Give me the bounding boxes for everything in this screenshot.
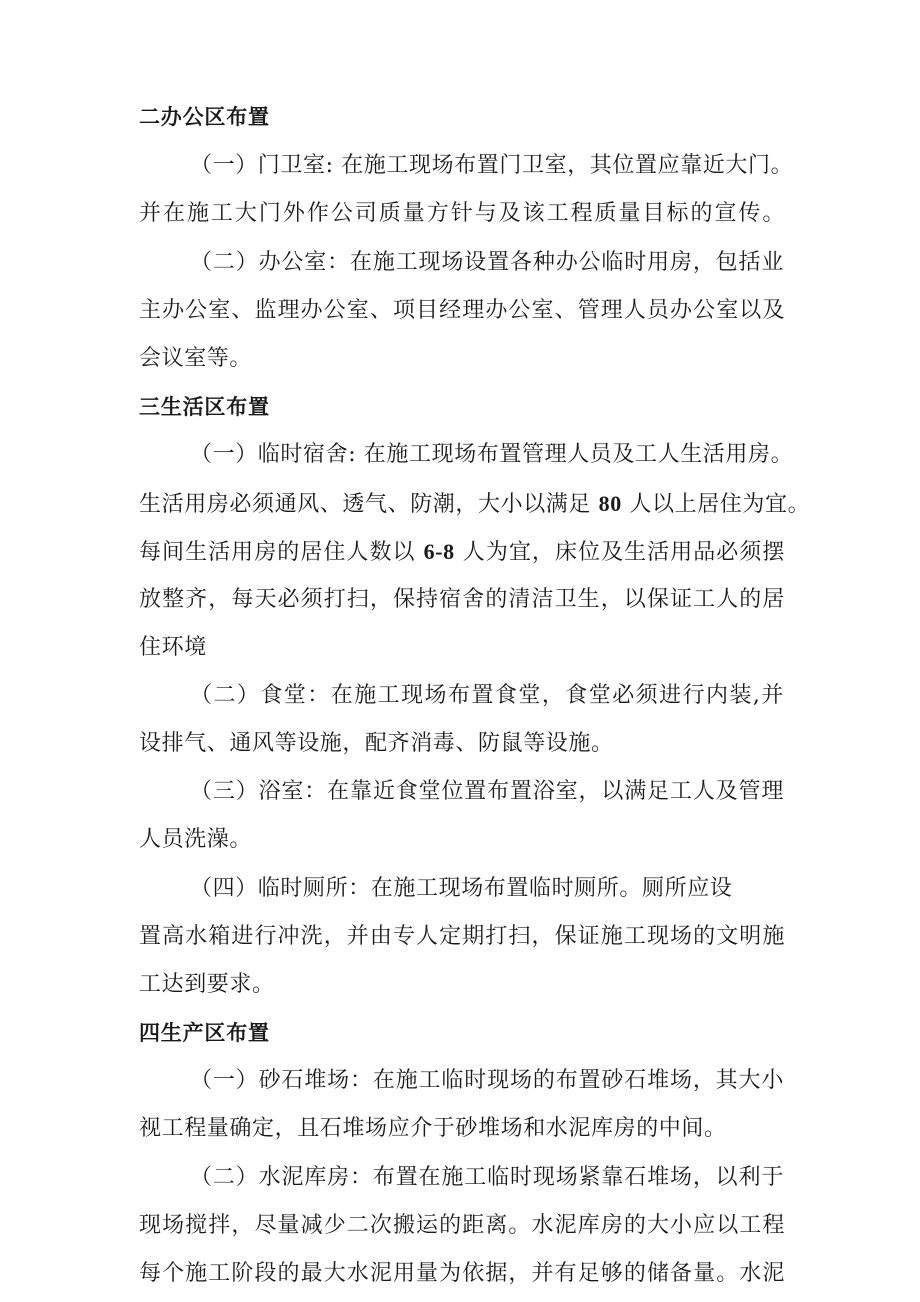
paragraph-line: 住环境	[139, 635, 207, 660]
paragraph-line: （二）水泥库房：布置在施工临时现场紧靠石堆场，以利于	[190, 1165, 784, 1190]
paragraph-line: （一）砂石堆场：在施工临时现场的布置砂石堆场，其大小	[190, 1068, 784, 1093]
paragraph-line: （二）办公室：在施工现场设置各种办公临时用房，包括业	[190, 250, 784, 275]
paragraph-line-with-number	[139, 489, 811, 520]
section-heading-production: 四生产区布置	[139, 1021, 270, 1045]
paragraph-line: 并在施工大门外作公司质量方针与及该工程质量目标的宣传。	[139, 201, 785, 226]
occupancy-number: 80	[598, 491, 622, 516]
paragraph-line: 工达到要求。	[139, 972, 275, 997]
section-heading-living: 三生活区布置	[139, 395, 270, 419]
paragraph-line: 会议室等。	[139, 346, 253, 371]
paragraph-line: 现场搅拌，尽量减少二次搬运的距离。水泥库房的大小应以工程	[139, 1213, 785, 1238]
paragraph-line: （四）临时厕所：在施工现场布置临时厕所。厕所应设	[190, 876, 733, 901]
paragraph-line: 主办公室、监理办公室、项目经理办公室、管理人员办公室以及	[139, 298, 785, 323]
paragraph-line: （一）门卫室: 在施工现场布置门卫室，其位置应靠近大门。	[190, 153, 794, 178]
paragraph-line-with-number	[139, 537, 785, 568]
line-text: 人以上居住为宜。	[621, 492, 811, 517]
section-heading-office: 二办公区布置	[139, 105, 270, 129]
paragraph-line: （三）浴室：在靠近食堂位置布置浴室，以满足工人及管理	[190, 779, 784, 804]
paragraph-line: （二）食堂：在施工现场布置食堂，食堂必须进行内装,并	[190, 683, 784, 708]
paragraph-line: （一）临时宿舍: 在施工现场布置管理人员及工人生活用房。	[190, 442, 794, 467]
paragraph-line: 设排气、通风等设施，配齐消毒、防鼠等设施。	[139, 731, 614, 756]
paragraph-line: 放整齐，每天必须打扫，保持宿舍的清洁卫生，以保证工人的居	[139, 587, 785, 612]
line-text: 人为宜，床位及生活用品必须摆	[454, 540, 785, 565]
paragraph-line: 每个施工阶段的最大水泥用量为依据，并有足够的储备量。水泥	[139, 1261, 785, 1286]
paragraph-line: 视工程量确定，且石堆场应介于砂堆场和水泥库房的中间。	[139, 1116, 727, 1141]
line-text: 每间生活用房的居住人数以	[139, 540, 424, 565]
paragraph-line: 人员洗澡。	[139, 827, 253, 852]
paragraph-line: 置高水箱进行冲洗，并由专人定期打扫，保证施工现场的文明施	[139, 924, 785, 949]
occupancy-range: 6-8	[423, 539, 455, 564]
line-text: 生活用房必须通风、透气、防潮，大小以满足	[139, 492, 599, 517]
